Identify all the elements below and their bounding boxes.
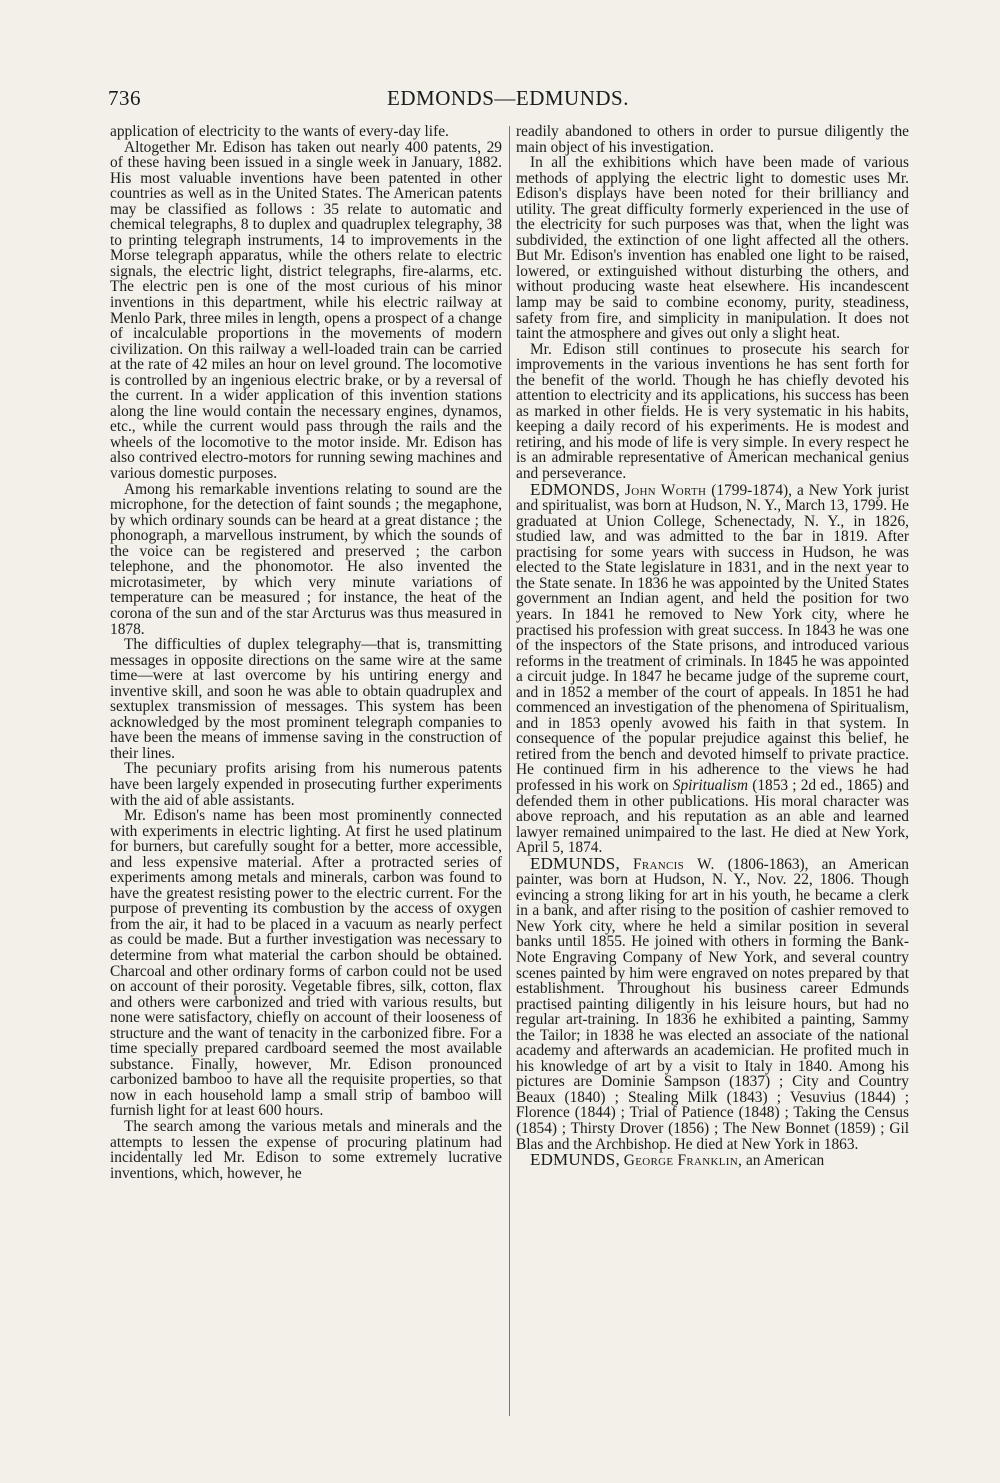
entry-surname: EDMUNDS, xyxy=(530,853,620,873)
page-header xyxy=(108,86,908,116)
paragraph: The difficulties of duplex telegraphy—that is, transmitting messages in opposite directions on the same wire at the same time—were at last overcome by his untiring energy and inventive skill, and soon he was able to obtain quadruplex and sextuplex transmission of messages. This system has been acknowledged by the most prominent telegraph companies to have been the means of immense saving in the construction of their lines. xyxy=(110,636,502,762)
entry-text: (1853 ; 2d ed., 1865) and defended them in other publications. His moral character was above reproach, and his reputation as an able and learned lawyer remained unimpaired to the last. He died at New York, April 5, 1874. xyxy=(516,776,909,857)
page-number: 736 xyxy=(108,86,141,110)
entry-surname: EDMUNDS, xyxy=(530,1150,620,1170)
paragraph: readily abandoned to others in order to pursue diligently the main object of his investigation. xyxy=(516,124,909,156)
entry-edmunds-george xyxy=(516,1152,909,1169)
right-column xyxy=(516,124,909,1424)
entry-edmonds-john-worth xyxy=(516,479,909,857)
entry-surname: EDMONDS, xyxy=(530,479,620,499)
entry-given-names: Francis W. xyxy=(633,855,715,873)
paragraph: Mr. Edison still continues to prosecute his search for improvements in the various inventions he has sent forth for the benefit of the world. Though he has chiefly devoted his attention to electricity and its applications, his success has been as marked in other fields. He is very systematic in his habits, keeping a daily record of his experiments. He is modest and retiring, and his mode of life is very simple. In every respect he is an admirable representative of American mechanical genius and perseverance. xyxy=(516,340,909,483)
entry-given-names: George Franklin, xyxy=(623,1152,743,1170)
paragraph: application of electricity to the wants of every-day life. xyxy=(110,124,449,140)
entry-edmunds-francis xyxy=(516,853,909,1153)
paragraph: Mr. Edison's name has been most prominently connected with experiments in electric lighting. At first he used platinum for burners, but carefully sought for a better, more accessible, and less expensive material. After a protracted series of experiments among metals and minerals, carbon was found to have the greatest resisting power to the electric current. For the purpose of preventing its combustion by the access of oxygen from the air, it had to be placed in a vacuum as nearly perfect as could be made. But a further investigation was necessary to determine from what material the carbon should be obtained. Charcoal and other ordinary forms of carbon could not be used on account of their porosity. Vegetable fibres, silk, cotton, flax and others were carbonized and tried with various results, but none were satisfactory, chiefly on account of their looseness of structure and the want of tenacity in the carbonized fibre. For a time specially prepared cardboard seemed the most available substance. Finally, however, Mr. Edison pronounced carbonized bamboo to have all the requisite properties, so that now in each household lamp a small strip of bamboo will furnish light for at least 600 hours. xyxy=(110,807,502,1120)
paragraph: In all the exhibitions which have been made of various methods of applying the electric light to domestic uses Mr. Edison's displays have been noted for their brilliancy and utility. The great difficulty formerly experienced in the use of the electricity for such purposes was that, when the light was subdivided, the extinction of one light affected all the others. But Mr. Edison's invention has enabled one light to be raised, lowered, or extinguished without disturbing the others, and without producing waste heat elsewhere. His incandescent lamp may be said to combine economy, purity, steadiness, safety from fire, and simplicity in manipulation. It does not taint the atmosphere and gives out only a slight heat. xyxy=(516,154,909,343)
column-divider xyxy=(509,126,510,1416)
paragraph: The pecuniary profits arising from his numerous patents have been largely expended in prosecuting further experiments with the aid of able assistants. xyxy=(110,760,502,809)
running-title: EDMONDS—EDMUNDS. xyxy=(387,86,629,110)
book-title: Spiritualism xyxy=(672,776,749,794)
entry-given-names: John Worth xyxy=(624,481,707,499)
entry-text: (1799-1874), a New York jurist and spiritualist, was born at Hudson, N. Y., March 13, 1799. He graduated at Union College, Schenectady, N. Y., in 1826, studied law, and was admitted to the bar in 1819. After practising for some years with success in Hudson, he was elected to the State legislature in 1831, and in the next year to the State senate. In 1836 he was appointed by the United States government an Indian agent, and held the position for two years. In 1841 he removed to New York city, where he practised his profession with great success. In 1843 he was one of the inspectors of the State prisons, and introduced various reforms in the treatment of criminals. In 1845 he was appointed a circuit judge. In 1847 he became judge of the supreme court, and in 1852 a member of the court of appeals. In 1851 he had commenced an investigation of the phenomena of Spiritualism, and in 1853 openly avowed his faith in that system. In consequence of the popular prejudice against this belief, he retired from the bench and devoted himself to private practice. He continued firm in his adherence to the views he had professed in his work on xyxy=(516,481,909,794)
paragraph: The search among the various metals and minerals and the attempts to lessen the expense of procuring platinum had incidentally led Mr. Edison to some extremely lucrative inventions, which, however, he xyxy=(110,1118,502,1182)
entry-text: an American xyxy=(745,1152,825,1170)
paragraph: Among his remarkable inventions relating to sound are the microphone, for the detection of faint sounds ; the megaphone, by which ordinary sounds can be heard at a great distance ; the phonograph, a marvellous instrument, by which the sounds of the voice can be registered and preserved ; the carbon telephone, and the phonomotor. He also invented the microtasimeter, by which very minute variations of temperature can be measured ; for instance, the heat of the corona of the sun and of the star Arcturus was thus measured in 1878. xyxy=(110,480,502,638)
entry-text: (1806-1863), an American painter, was born at Hudson, N. Y., Nov. 22, 1806. Though evincing a strong liking for art in his youth, he became a clerk in a bank, and after rising to the position of cashier removed to New York city, where he held a similar position in several banks until 1855. He joined with others in forming the Bank-Note Engraving Company of New York, and several country scenes painted by him were engraved on notes prepared by that establishment. Throughout his business career Edmunds practised painting diligently in his leisure hours, but had no regular art-training. In 1836 he exhibited a painting, Sammy the Tailor; in 1838 he was elected an associate of the national academy and afterwards an academician. He profited much in his knowledge of art by a visit to Italy in 1840. Among his pictures are Dominie Sampson (1837) ; City and Country Beaux (1840) ; Stealing Milk (1843) ; Vesuvius (1844) ; Florence (1844) ; Trial of Patience (1848) ; Taking the Census (1854) ; Thirsty Drover (1856) ; The New Bonnet (1859) ; Gil Blas and the Archbishop. He died at New York in 1863. xyxy=(516,855,909,1153)
paragraph: Altogether Mr. Edison has taken out nearly 400 patents, 29 of these having been issued in a single week in January, 1882. His most valuable inventions have been patented in other countries as well as in the United States. The American patents may be classified as follows : 35 relate to automatic and chemical telegraphs, 8 to duplex and quadruplex telegraphy, 38 to printing telegraph instruments, 14 to improvements in the Morse telegraph apparatus, while the others relate to electric signals, the electric light, district telegraphs, fire-alarms, etc. The electric pen is one of the most curious of his minor inventions in this department, while his electric railway at Menlo Park, three miles in length, opens a prospect of a change of incalculable proportions in the movements of modern civilization. On this railway a well-loaded train can be carried at the rate of 42 miles an hour on level ground. The locomotive is controlled by an ingenious electric brake, or by a reversal of the current. In a wider application of this invention stations along the line would contain the necessary engines, dynamos, etc., while the current would pass through the rails and the wheels of the locomotive to the motor inside. Mr. Edison has also contrived electro-motors for running sewing machines and various domestic purposes. xyxy=(110,138,502,483)
left-column xyxy=(110,124,502,1424)
